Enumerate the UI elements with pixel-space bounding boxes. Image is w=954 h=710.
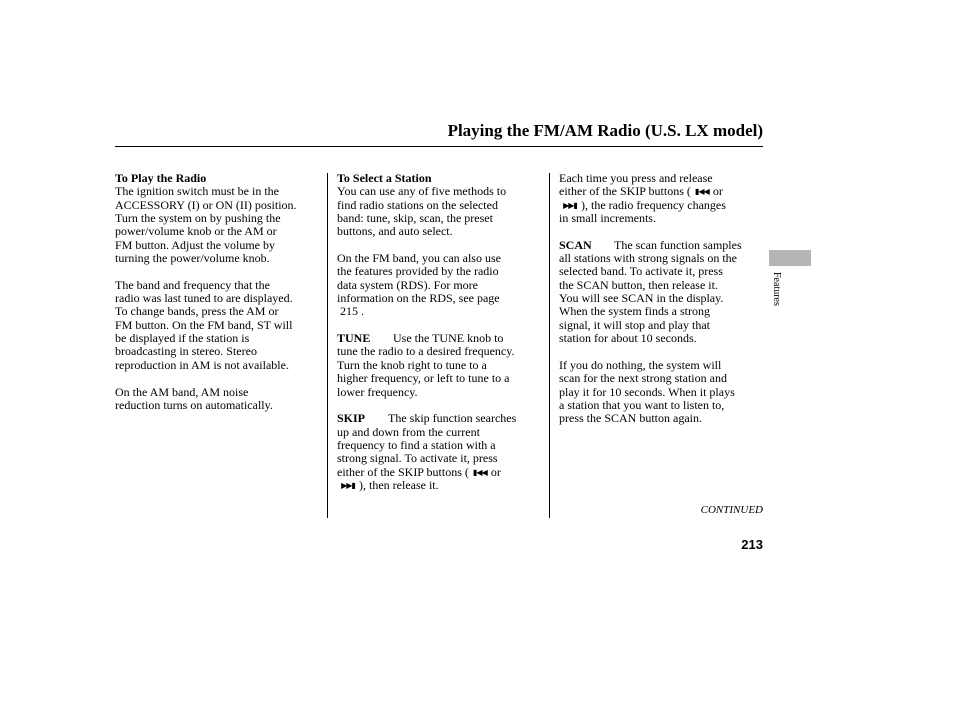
skip-change-line — [559, 199, 764, 212]
text-line: When the system finds a strong — [559, 304, 710, 319]
skip-back-icon: ▮◀◀ — [695, 187, 709, 197]
term-tune: TUNE — [337, 331, 371, 346]
text-line: power/volume knob or the AM or — [115, 224, 277, 239]
text-line: the features provided by the radio — [337, 264, 499, 279]
text-line: in small increments. — [559, 211, 656, 226]
text-line: On the AM band, AM noise — [115, 384, 249, 399]
text-line: lower frequency. — [337, 384, 418, 399]
skip-back-icon: ▮◀◀ — [473, 467, 487, 477]
text-line: FM button. Adjust the volume by — [115, 237, 276, 252]
text-fragment: ), then release it. — [359, 477, 439, 492]
text-line: The skip function searches — [388, 411, 517, 426]
skip-forward-icon: ▶▶▮ — [563, 200, 577, 210]
text-fragment: or — [712, 184, 723, 199]
skip-paragraph — [337, 412, 547, 425]
heading-play-radio: To Play the Radio — [115, 171, 207, 185]
section-tab — [769, 250, 811, 266]
text-line: The band and frequency that the — [115, 277, 270, 292]
page-reference: 215 . — [340, 304, 364, 319]
column-play-radio — [115, 172, 325, 412]
page-number: 213 — [741, 537, 763, 552]
text-line: frequency to find a station with a — [337, 437, 496, 452]
text-line: tune the radio to a desired frequency. — [337, 344, 515, 359]
text-line: press the SCAN button again. — [559, 411, 702, 426]
text-line: signal, it will stop and play that — [559, 317, 710, 332]
text-fragment: either of the SKIP buttons ( — [559, 184, 691, 199]
text-line: station for about 10 seconds. — [559, 331, 697, 346]
tune-paragraph — [337, 332, 547, 345]
text-line: up and down from the current — [337, 424, 480, 439]
text-line: The scan function samples — [614, 237, 742, 252]
text-line: You can use any of five methods to — [337, 184, 507, 199]
text-line: all stations with strong signals on the — [559, 251, 737, 266]
text-line: radio was last tuned to are displayed. — [115, 291, 293, 306]
text-line: Each time you press and release — [559, 171, 713, 185]
text-line: buttons, and auto select. — [337, 224, 453, 239]
text-line: reproduction in AM is not available. — [115, 357, 289, 372]
text-line: band: tune, skip, scan, the preset — [337, 211, 493, 226]
text-line: information on the RDS, see page — [337, 291, 500, 306]
column-scan — [559, 172, 764, 426]
skip-buttons-line — [559, 185, 764, 198]
text-line: data system (RDS). For more — [337, 277, 478, 292]
text-line: Use the TUNE knob to — [393, 331, 504, 346]
text-line: ACCESSORY (I) or ON (II) position. — [115, 197, 297, 212]
text-line: the SCAN button, then release it. — [559, 277, 718, 292]
text-line: FM button. On the FM band, ST will — [115, 317, 293, 332]
skip-forward-icon: ▶▶▮ — [341, 480, 355, 490]
text-line: higher frequency, or left to tune to a — [337, 371, 510, 386]
text-line: a station that you want to listen to, — [559, 397, 725, 412]
skip-buttons-line — [337, 466, 547, 479]
text-line: selected band. To activate it, press — [559, 264, 723, 279]
column-select-station — [337, 172, 547, 492]
text-line: scan for the next strong station and — [559, 371, 727, 386]
text-line: strong signal. To activate it, press — [337, 451, 498, 466]
text-line: Turn the system on by pushing the — [115, 211, 281, 226]
text-line: turning the power/volume knob. — [115, 251, 270, 266]
text-line: Turn the knob right to tune to a — [337, 357, 487, 372]
column-divider-2 — [549, 173, 550, 518]
text-fragment: or — [490, 464, 501, 479]
text-line: You will see SCAN in the display. — [559, 291, 724, 306]
text-line: If you do nothing, the system will — [559, 357, 722, 372]
text-line: To change bands, press the AM or — [115, 304, 279, 319]
continued-label: CONTINUED — [700, 504, 763, 516]
page-title: Playing the FM/AM Radio (U.S. LX model) — [447, 121, 763, 140]
text-line: be displayed if the station is — [115, 331, 250, 346]
text-line: play it for 10 seconds. When it plays — [559, 384, 735, 399]
scan-paragraph — [559, 239, 764, 252]
term-scan: SCAN — [559, 237, 592, 252]
text-line: broadcasting in stereo. Stereo — [115, 344, 257, 359]
header-rule — [115, 146, 763, 147]
text-line: On the FM band, you can also use — [337, 251, 501, 266]
column-divider-1 — [327, 173, 328, 518]
text-line: reduction turns on automatically. — [115, 397, 273, 412]
text-line: find radio stations on the selected — [337, 197, 498, 212]
text-line: The ignition switch must be in the — [115, 184, 279, 199]
skip-release-line — [337, 479, 547, 492]
text-fragment: either of the SKIP buttons ( — [337, 464, 469, 479]
heading-select-station: To Select a Station — [337, 171, 432, 185]
term-skip: SKIP — [337, 411, 366, 426]
section-label: Features — [771, 272, 782, 306]
text-fragment: ), the radio frequency changes — [581, 197, 726, 212]
